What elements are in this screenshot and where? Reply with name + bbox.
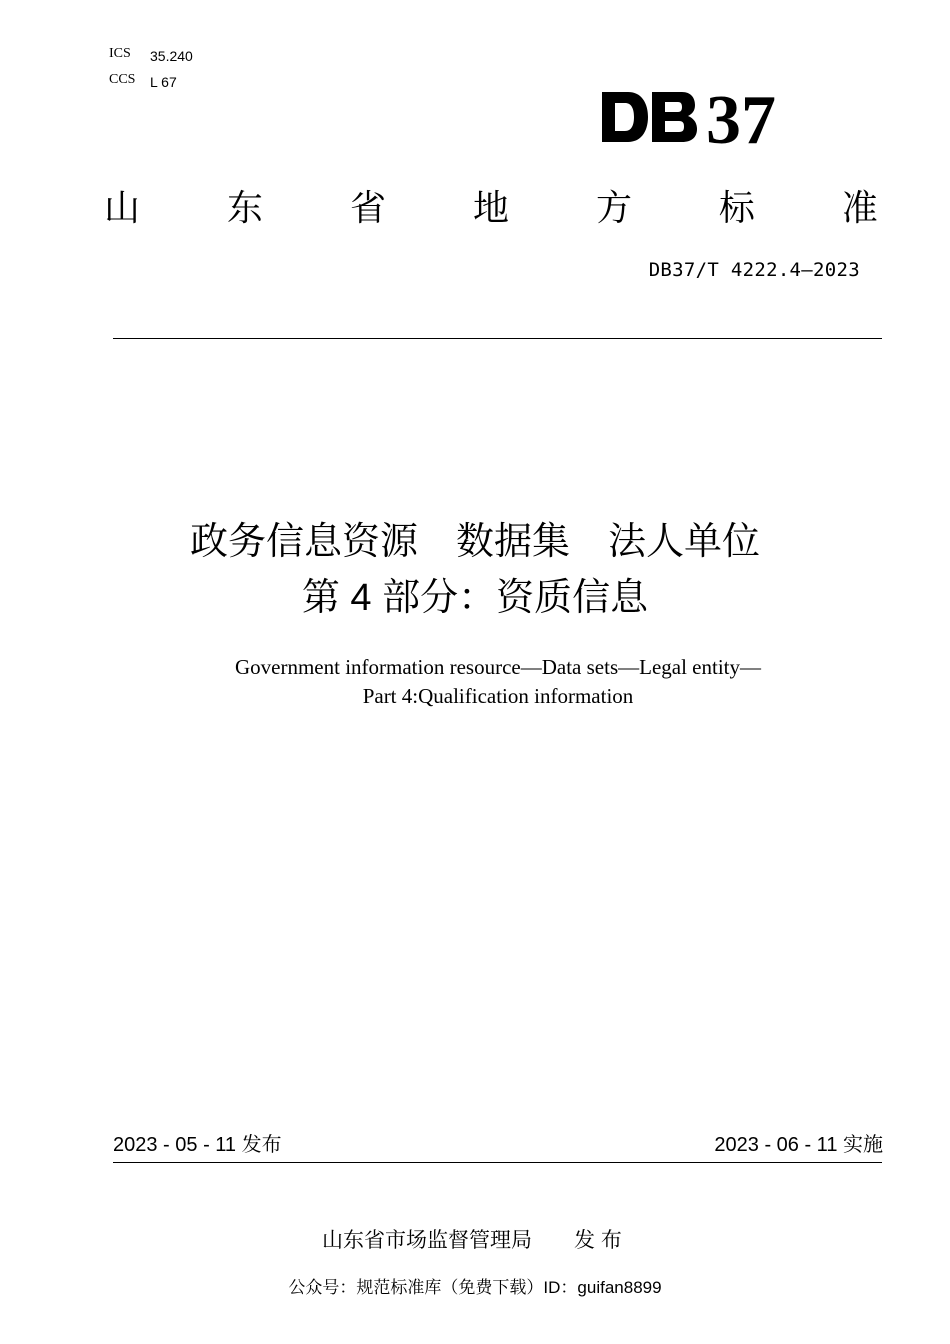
chinese-title-line-1: 政务信息资源 数据集 法人单位 <box>189 521 760 563</box>
footer-divider <box>113 1162 882 1163</box>
publisher: 山东省市场监督管理局 发 布 <box>322 1229 622 1252</box>
chinese-title-line-2: 第 4 部分：资质信息 <box>301 577 649 619</box>
standard-type-char: 方 <box>595 187 632 228</box>
db37-logo-digits: 37 <box>706 84 776 150</box>
ics-code: 35.240 <box>150 48 193 64</box>
db37-logo <box>598 84 812 150</box>
header-divider <box>113 338 882 339</box>
ccs-label: CCS <box>109 72 136 87</box>
standard-type-char: 地 <box>472 187 509 228</box>
standard-type-char: 东 <box>226 187 263 228</box>
ics-label: ICS <box>109 46 131 61</box>
ccs-code: L 67 <box>150 74 177 90</box>
standard-type-char: 标 <box>718 187 755 228</box>
issue-date: 2023 - 05 - 11 发布 <box>113 1134 282 1156</box>
standard-type-char: 省 <box>349 187 386 228</box>
footer-note: 公众号：规范标准库（免费下载）ID：guifan8899 <box>288 1278 662 1297</box>
english-title-line-2: Part 4:Qualification information <box>362 684 634 708</box>
standard-type-char: 山 <box>104 187 141 228</box>
standard-type-char: 准 <box>841 187 878 228</box>
english-title-line-1: Government information resource—Data sets—Legal entity— <box>234 655 761 679</box>
standard-number: DB37/T 4222.4—2023 <box>648 259 860 281</box>
standard-type-heading <box>104 184 878 232</box>
implementation-date: 2023 - 06 - 11 实施 <box>714 1134 883 1156</box>
